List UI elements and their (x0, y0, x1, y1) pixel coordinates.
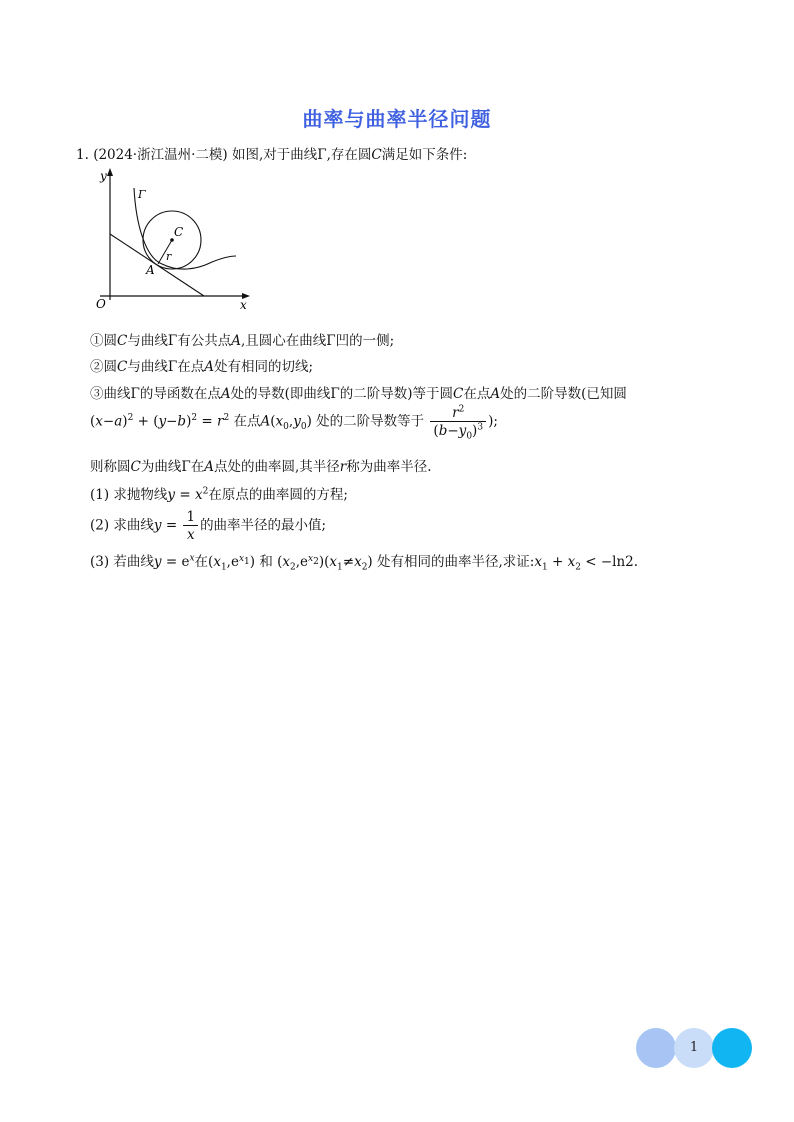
radius-r-label: r (166, 250, 172, 263)
x-axis-label: x (240, 298, 247, 312)
page-number: 1 (689, 1040, 699, 1055)
condition-3-formula: $(x-a)^2 + (y-b)^2 = r^2$ 在点$A(x_0,y_0)$ 处的二阶导数等于 $\frac{r^2}{(b-y_0)^3}$ ); (90, 404, 498, 442)
definition-line: 则称圆C为曲线Γ在A点处的曲率圆,其半径r称为曲率半径. (90, 459, 432, 475)
page-number-badge (636, 1028, 752, 1068)
problem-source: (2024·浙江温州·二模) (93, 147, 228, 163)
question-3: (3) 若曲线$y = e^x$在$(x_1,e^{x_1})$ 和 $(x_2,e^{x_2})(x_1\ne x_2)$ 处有相同的曲率半径,求证$:x_1 + x_2 < -\ln 2$. (90, 553, 639, 573)
y-axis-label: y (100, 169, 107, 183)
point-a-label: A (146, 263, 155, 277)
question-2: (2) 求曲线y = $\frac{1}{x}$ 的曲率半径的最小值; (90, 509, 327, 543)
center-c-label: C (174, 225, 184, 239)
problem-number: 1. (76, 147, 89, 163)
page-title: 曲率与曲率半径问题 (302, 107, 492, 131)
condition-2: ②圆C与曲线Γ在点A处有相同的切线; (90, 359, 314, 375)
condition-1: ①圆C与曲线Γ有公共点A,且圆心在曲线Γ凹的一侧; (90, 333, 395, 349)
question-1: (1) 求抛物线$y = x^2$在原点的曲率圆的方程; (90, 486, 348, 503)
curvature-figure (88, 166, 258, 316)
origin-label: O (96, 297, 106, 311)
problem-intro: 1. (2024·浙江温州·二模) 如图,对于曲线Γ,存在圆C满足如下条件: (76, 147, 468, 163)
condition-3: ③曲线Γ的导函数在点A处的导数(即曲线Γ的二阶导数)等于圆C在点A处的二阶导数(已知圆 (90, 386, 627, 402)
gamma-label: Γ (138, 188, 146, 201)
